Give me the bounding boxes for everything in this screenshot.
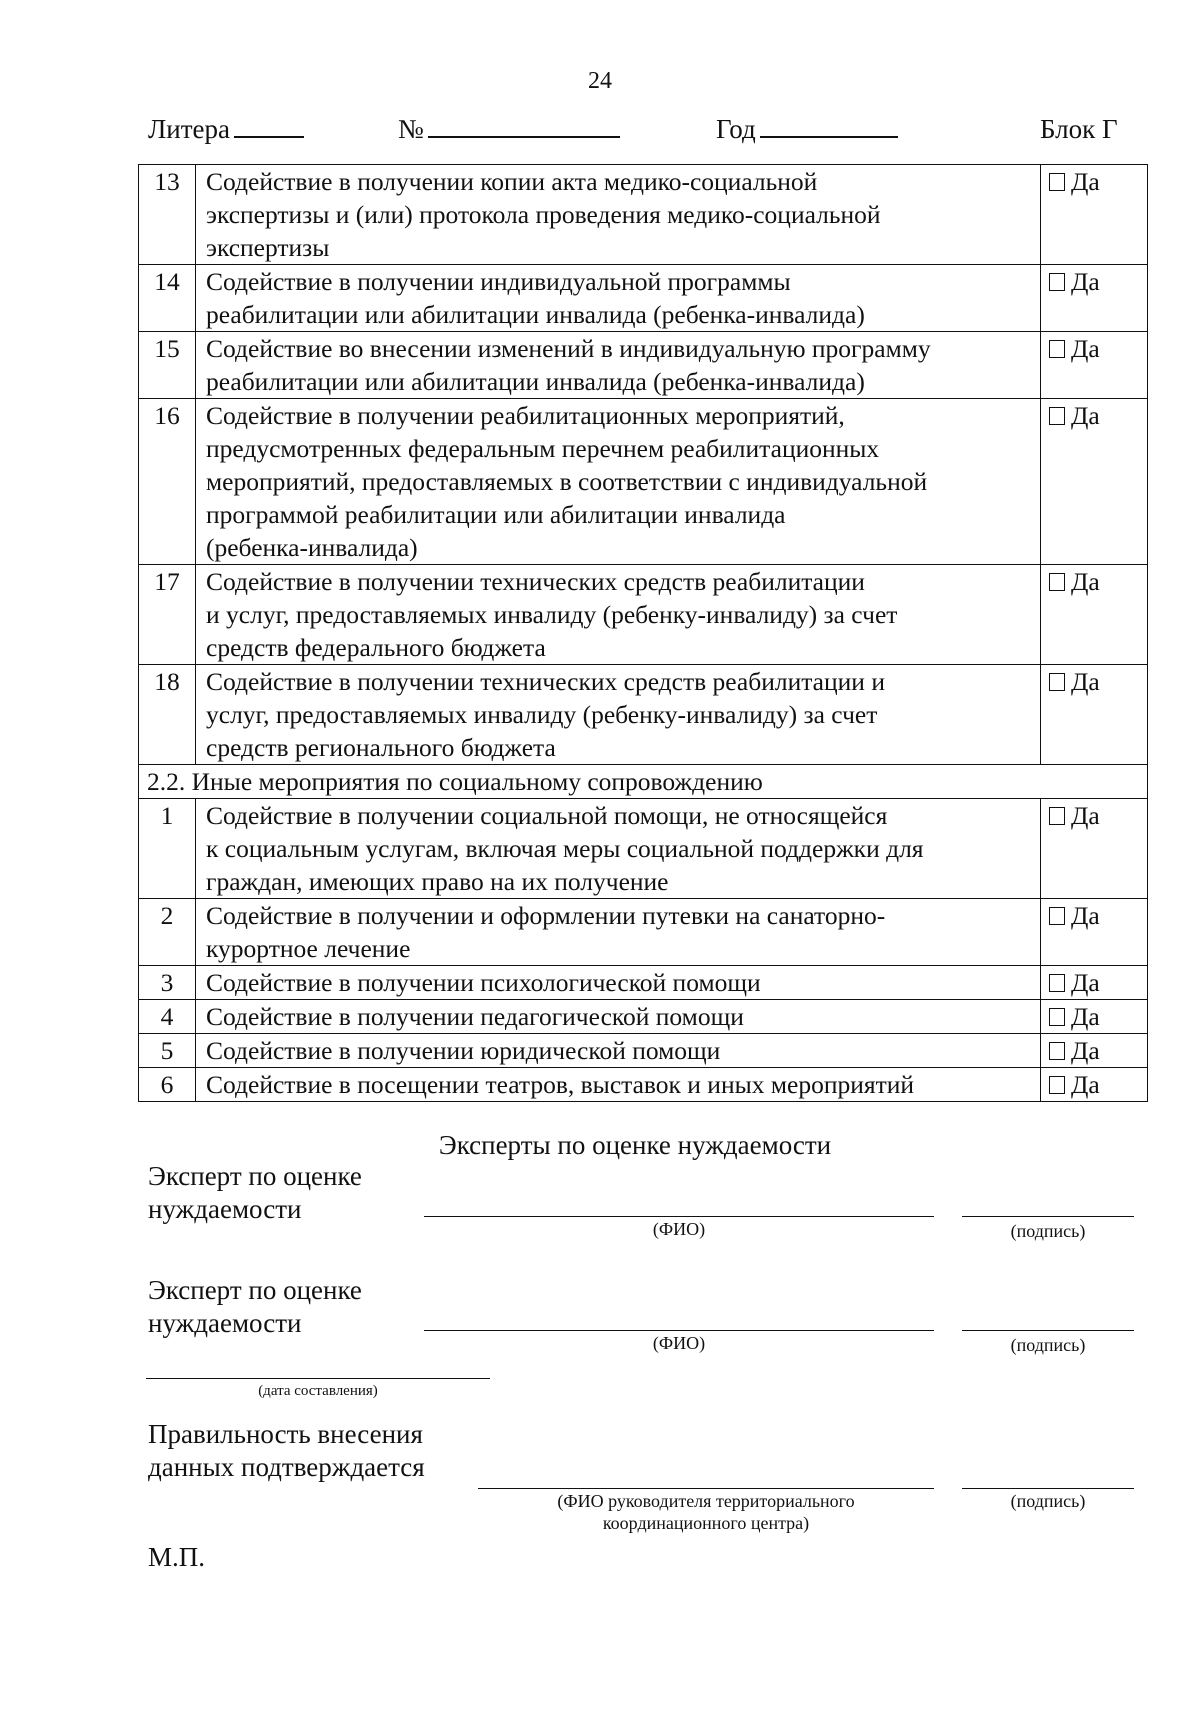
row-text-line: средств регионального бюджета [206,733,556,762]
confirmation-label [148,1418,425,1484]
checkbox[interactable] [1049,573,1065,591]
manager-fio-caption [478,1490,934,1534]
litera-blank[interactable] [234,112,304,138]
checkbox-label: Да [1071,401,1100,430]
row-text-line: услуг, предоставляемых инвалиду (ребенку-инвалиду) за счет [206,700,878,729]
row-text-line: предусмотренных федеральным перечнем реабилитационных [206,434,880,463]
row-text-line: Содействие во внесении изменений в индивидуальную программу [206,334,931,363]
row-number: 2 [139,899,196,966]
row-text-line: программой реабилитации или абилитации инвалида [206,500,786,529]
row-text-line: к социальным услугам, включая меры социальной поддержки для [206,834,924,863]
checkbox[interactable] [1049,340,1065,358]
expert1-label-line1: Эксперт по оценке [148,1161,362,1191]
row-text [196,665,1041,765]
table-row [139,899,1148,966]
year-blank[interactable] [760,112,898,138]
manager-fio-caption-line2: координационного центра) [602,1513,810,1533]
row-text [196,399,1041,565]
litera-label: Литера [148,114,231,144]
expert1-fio-line[interactable] [424,1216,934,1217]
row-number: 3 [139,966,196,1000]
checkbox[interactable] [1049,1076,1065,1094]
row-number: 16 [139,399,196,565]
row-number: 17 [139,565,196,665]
row-number: 5 [139,1034,196,1068]
table-row [139,265,1148,332]
row-text-line: (ребенка-инвалида) [206,533,418,562]
checkbox-label: Да [1071,267,1100,296]
row-text-line: Содействие в получении индивидуальной программы [206,267,791,296]
checkbox[interactable] [1049,1008,1065,1026]
number-label: № [398,114,424,144]
row-text-line: экспертизы [206,233,330,262]
expert1-fio-caption: (ФИО) [652,1219,706,1239]
section-row [139,765,1148,799]
row-text-line: мероприятий, предоставляемых в соответствии с индивидуальной [206,467,928,496]
row-text [196,966,1041,1000]
expert2-label [148,1274,362,1340]
row-text [196,265,1041,332]
checkbox[interactable] [1049,807,1065,825]
row-number: 1 [139,799,196,899]
expert1-label-line2: нуждаемости [148,1194,302,1224]
rows-b [139,799,1148,1102]
block-label: Блок Г [1040,114,1118,144]
row-text-line: Содействие в получении и оформлении путевки на санаторно- [206,901,886,930]
row-text-line: Содействие в получении технических средств реабилитации [206,567,865,596]
checkbox[interactable] [1049,673,1065,691]
table-row [139,966,1148,1000]
checkbox-cell [1041,1000,1148,1034]
checkbox-label: Да [1071,667,1100,696]
row-number: 4 [139,1000,196,1034]
checkbox[interactable] [1049,1042,1065,1060]
manager-sign-caption: (подпись) [1010,1491,1086,1511]
checkbox-label: Да [1071,801,1100,830]
checkbox-label: Да [1071,968,1100,997]
table-row [139,665,1148,765]
litera-field [148,112,304,146]
rows-a [139,165,1148,765]
row-number: 14 [139,265,196,332]
expert2-sign-caption: (подпись) [1010,1335,1086,1355]
checkbox-label: Да [1071,167,1100,196]
table-row [139,1000,1148,1034]
expert1-sign-caption: (подпись) [1010,1221,1086,1241]
row-text [196,165,1041,265]
checkbox-cell [1041,332,1148,399]
row-text-line: граждан, имеющих право на их получение [206,867,669,896]
table-row [139,1034,1148,1068]
page-number: 24 [588,68,612,94]
row-text-line: Содействие в получении реабилитационных мероприятий, [206,401,845,430]
manager-sign-line[interactable] [962,1488,1134,1489]
expert1-label [148,1160,362,1226]
checkbox-cell [1041,966,1148,1000]
checkbox-label: Да [1071,1002,1100,1031]
table-row [139,565,1148,665]
confirmation-label-line2: данных подтверждается [148,1452,425,1482]
number-blank[interactable] [428,112,620,138]
checkbox-cell [1041,899,1148,966]
checkbox-label: Да [1071,567,1100,596]
manager-fio-line[interactable] [478,1488,934,1489]
row-text-line: Содействие в получении психологической помощи [206,968,761,997]
row-text-line: Содействие в получении технических средств реабилитации и [206,667,885,696]
row-text-line: экспертизы и (или) протокола проведения медико-социальной [206,200,881,229]
manager-fio-caption-line1: (ФИО руководителя территориального [557,1491,855,1511]
row-number: 15 [139,332,196,399]
checkbox-label: Да [1071,1070,1100,1099]
checkbox-cell [1041,565,1148,665]
checkbox-cell [1041,1068,1148,1102]
row-number: 18 [139,665,196,765]
checkbox[interactable] [1049,407,1065,425]
table-row [139,332,1148,399]
expert2-fio-line[interactable] [424,1330,934,1331]
row-text-line: средств федерального бюджета [206,633,546,662]
row-text [196,1000,1041,1034]
checkbox[interactable] [1049,974,1065,992]
row-text [196,799,1041,899]
expert2-fio-caption: (ФИО) [652,1333,706,1353]
expert2-label-line2: нуждаемости [148,1308,302,1338]
row-text-line: курортное лечение [206,934,411,963]
row-text-line: Содействие в получении педагогической помощи [206,1002,744,1031]
experts-title: Эксперты по оценке нуждаемости [438,1130,832,1160]
row-text-line: и услуг, предоставляемых инвалиду (ребенку-инвалиду) за счет [206,600,898,629]
checkbox[interactable] [1049,173,1065,191]
checkbox-cell [1041,165,1148,265]
section-title: 2.2. Иные мероприятия по социальному сопровождению [139,765,1148,799]
stamp-label: М.П. [148,1542,206,1572]
row-number: 13 [139,165,196,265]
row-text [196,332,1041,399]
year-label: Год [716,114,756,144]
row-text [196,1068,1041,1102]
criteria-table [138,164,1148,1102]
checkbox-label: Да [1071,334,1100,363]
checkbox-cell [1041,265,1148,332]
date-line[interactable] [146,1378,490,1379]
row-text-line: реабилитации или абилитации инвалида (ребенка-инвалида) [206,300,865,329]
checkbox-cell [1041,1034,1148,1068]
expert2-label-line1: Эксперт по оценке [148,1275,362,1305]
row-text-line: Содействие в получении копии акта медико-социальной [206,167,818,196]
table-row [139,399,1148,565]
checkbox[interactable] [1049,273,1065,291]
expert1-sign-line[interactable] [962,1216,1134,1217]
row-text-line: Содействие в получении социальной помощи, не относящейся [206,801,888,830]
table-row [139,799,1148,899]
year-field [716,112,898,146]
checkbox-cell [1041,799,1148,899]
number-field [398,112,620,146]
checkbox-cell [1041,399,1148,565]
section-header [139,765,1148,799]
confirmation-label-line1: Правильность внесения [148,1419,423,1449]
table-row [139,165,1148,265]
checkbox-cell [1041,665,1148,765]
checkbox[interactable] [1049,907,1065,925]
expert2-sign-line[interactable] [962,1330,1134,1331]
row-text [196,899,1041,966]
row-text-line: реабилитации или абилитации инвалида (ребенка-инвалида) [206,367,865,396]
row-text [196,1034,1041,1068]
row-text-line: Содействие в посещении театров, выставок и иных мероприятий [206,1070,915,1099]
row-text-line: Содействие в получении юридической помощи [206,1036,721,1065]
row-number: 6 [139,1068,196,1102]
checkbox-label: Да [1071,1036,1100,1065]
table-row [139,1068,1148,1102]
date-caption: (дата составления) [258,1383,378,1399]
checkbox-label: Да [1071,901,1100,930]
row-text [196,565,1041,665]
